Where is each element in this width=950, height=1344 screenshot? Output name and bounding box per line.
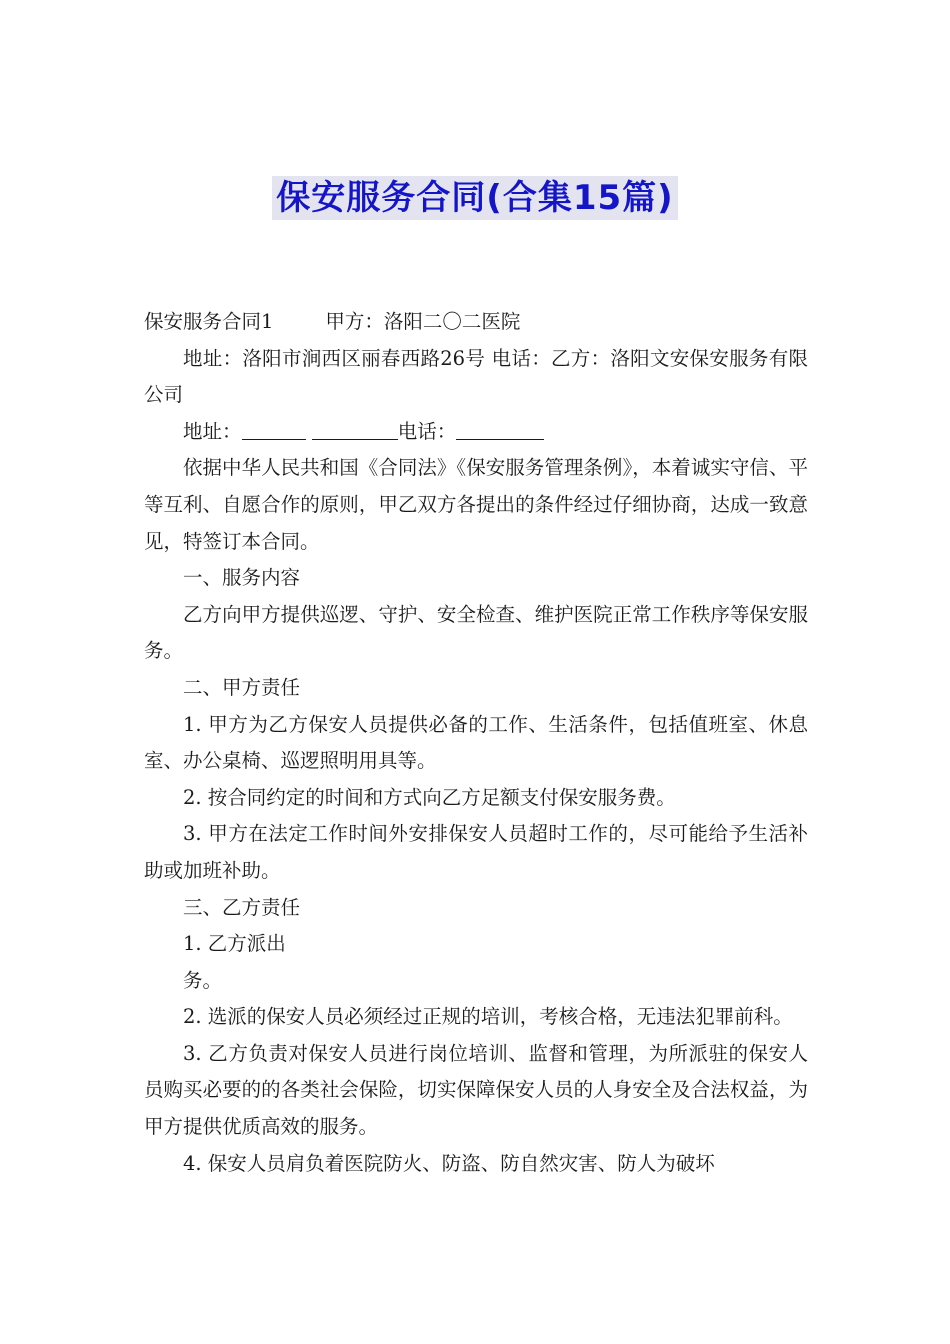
- paragraph-b-3: 3. 乙方负责对保安人员进行岗位培训、监督和管理，为所派驻的保安人员购买必要的的各类社会保险，切实保障保安人员的人身安全及合法权益，为甲方提供优质高效的服务。: [144, 1041, 808, 1139]
- paragraph-service: 乙方向甲方提供巡逻、守护、安全检查、维护医院正常工作秩序等保安服务。: [144, 602, 808, 663]
- address-blank-1: [242, 417, 306, 440]
- section-heading-2: 二、甲方责任: [183, 675, 301, 699]
- paragraph-b-2: 2. 选派的保安人员必须经过正规的培训，考核合格，无违法犯罪前科。: [183, 1005, 793, 1029]
- document-body: [144, 304, 808, 1182]
- address-blank-2: [312, 417, 398, 440]
- party-a: 甲方：洛阳二〇二医院: [325, 310, 521, 333]
- phone-label: 电话：: [397, 419, 457, 443]
- paragraph-a-3: 3. 甲方在法定工作时间外安排保安人员超时工作的，尽可能给予生活补助或加班补助。: [144, 822, 808, 882]
- paragraph-preamble: 依据中华人民共和国《合同法》《保安服务管理条例》，本着诚实守信、平等互利、自愿合作的原则，甲乙双方各提出的条件经过仔细协商，达成一致意见，特签订本合同。: [144, 456, 808, 553]
- phone-blank: [456, 417, 544, 440]
- paragraph-b-4: 4. 保安人员肩负着医院防火、防盗、防自然灾害、防人为破坏: [183, 1151, 715, 1175]
- section-heading-3: 三、乙方责任: [183, 895, 301, 919]
- document-title: 保安服务合同(合集15篇): [272, 176, 677, 220]
- paragraph-address-2: [144, 414, 808, 451]
- paragraph-address-1: 地址：洛阳市涧西区丽春西路26号 电话：乙方：洛阳文安保安服务有限公司: [144, 346, 808, 407]
- paragraph-b-1: 1. 乙方派出: [183, 932, 286, 956]
- header-line: [144, 304, 808, 341]
- contract-number: 保安服务合同1: [144, 310, 274, 333]
- address-label: 地址：: [183, 419, 242, 443]
- paragraph-a-2: 2. 按合同约定的时间和方式向乙方足额支付保安服务费。: [183, 785, 676, 809]
- paragraph-a-1: 1. 甲方为乙方保安人员提供必备的工作、生活条件，包括值班室、休息室、办公桌椅、巡逻照明用具等。: [144, 712, 808, 773]
- section-heading-1: 一、服务内容: [183, 566, 301, 590]
- paragraph-b-1-cont: 务。: [183, 968, 223, 992]
- title-container: [0, 176, 950, 220]
